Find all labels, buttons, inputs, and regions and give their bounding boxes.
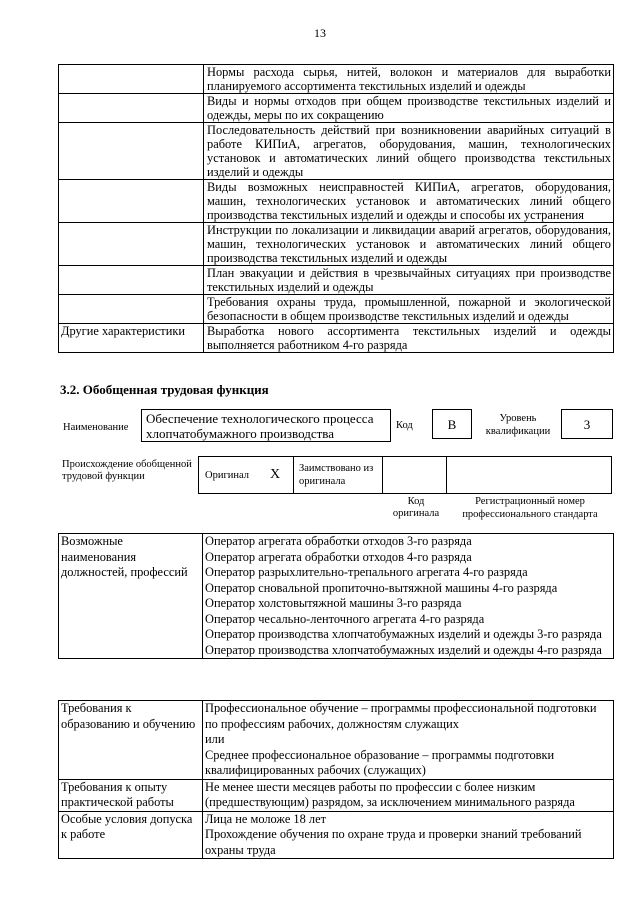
table-row — [59, 701, 614, 780]
list-item: Оператор агрегата обработки отходов 4-го разряда — [205, 549, 472, 564]
row-value: Виды возможных неисправностей КИПиА, агрегатов, оборудования, машин, технологических установок и автоматических линий общего производства текстильных изделий и одежды и способы их устранения — [207, 180, 611, 222]
list-item: Оператор производства хлопчатобумажных изделий и одежды 4-го разряда — [205, 642, 602, 657]
table-row — [59, 779, 614, 811]
requirement-line: Прохождение обучения по охране труда и проверки знаний требований охраны труда — [205, 827, 582, 857]
original-label: Оригинал — [205, 470, 249, 481]
name-label: Наименование — [63, 422, 129, 433]
knowledge-table — [58, 64, 614, 353]
origin-cell-code — [383, 457, 447, 493]
positions-table — [58, 533, 614, 659]
name-value: Обеспечение технологического процесса хлопчатобумажного производства — [141, 409, 391, 442]
caption-code: Код оригинала — [392, 496, 440, 519]
page-number: 13 — [314, 26, 326, 40]
list-item: Оператор агрегата обработки отходов 3-го разряда — [205, 534, 472, 548]
list-item: Оператор холстовытяжной машины 3-го разряда — [205, 596, 462, 610]
code-value: B — [432, 409, 472, 439]
row-value: План эвакуации и действия в чрезвычайных ситуациях при производстве текстильных изделий и одежды — [207, 266, 611, 294]
caption-reg: Регистрационный номер профессионального стандарта — [462, 496, 598, 520]
row-value: Требования охраны труда, промышленной, пожарной и экологической безопасности в общем производстве текстильных изделий и одежды — [207, 295, 611, 323]
table-row — [59, 324, 614, 353]
row-label — [59, 94, 204, 123]
list-item: Оператор чесально-ленточного агрегата 4-го разряда — [205, 611, 485, 626]
table-row — [59, 180, 614, 223]
table-row — [59, 123, 614, 180]
row-label — [59, 65, 204, 94]
row-value: Выработка нового ассортимента текстильных изделий и одежды выполняется работником 4-го разряда — [207, 324, 611, 352]
borrowed-label: Заимствовано из оригинала — [299, 463, 374, 487]
table-row — [59, 65, 614, 94]
table-row — [59, 295, 614, 324]
table-row — [59, 94, 614, 123]
section-title: 3.2. Обобщенная трудовая функция — [60, 382, 269, 397]
list-item: Оператор производства хлопчатобумажных изделий и одежды 3-го разряда — [205, 627, 602, 641]
table-row — [59, 266, 614, 295]
table-row — [59, 811, 614, 859]
requirement-label: Требования к образованию и обучению — [59, 701, 203, 780]
row-label — [59, 223, 204, 266]
table-row — [59, 223, 614, 266]
row-label: Другие характеристики — [59, 324, 204, 353]
level-label: Уровень квалификации — [485, 413, 551, 437]
list-item: Оператор разрыхлительно-трепального агрегата 4-го разряда — [205, 565, 528, 579]
row-label — [59, 266, 204, 295]
requirement-line: Среднее профессиональное образование – программы подготовки квалифицированных рабочих (служащих) — [205, 747, 555, 777]
requirement-label: Особые условия допуска к работе — [59, 811, 203, 859]
level-value: 3 — [561, 409, 613, 439]
positions-label: Возможные наименования должностей, профессий — [59, 534, 203, 659]
row-value: Нормы расхода сырья, нитей, волокон и материалов для выработки планируемого ассортимента текстильных изделий и одежды — [207, 65, 611, 93]
row-label — [59, 123, 204, 180]
row-label — [59, 295, 204, 324]
code-label: Код — [396, 420, 413, 431]
origin-box — [198, 456, 612, 494]
list-item: Оператор сновальной пропиточно-вытяжной машины 4-го разряда — [205, 580, 558, 595]
row-value: Виды и нормы отходов при общем производстве текстильных изделий и одежды, меры по их сокращению — [207, 94, 611, 122]
requirement-line: Лица не моложе 18 лет — [205, 811, 327, 826]
row-value: Инструкции по локализации и ликвидации аварий агрегатов, оборудования, машин, технологических установок и автоматических линий общего производства текстильных изделий и одежды — [207, 223, 611, 265]
row-label — [59, 180, 204, 223]
requirements-table — [58, 700, 614, 859]
table-row — [59, 534, 614, 659]
origin-label: Происхождение обобщенной трудовой функции — [62, 459, 192, 482]
requirement-line: или — [205, 732, 225, 746]
requirement-line: Не менее шести месяцев работы по профессии с более низким (предшествующим) разрядом, за исключением минимального разряда — [205, 779, 575, 809]
requirement-label: Требования к опыту практической работы — [59, 779, 203, 811]
row-value: Последовательность действий при возникновении аварийных ситуаций в работе КИПиА, агрегатов, оборудования, машин, технологических установок и автоматических линий общего производства текстильных изделий и одежды — [207, 123, 611, 179]
requirement-line: Профессиональное обучение – программы профессиональной подготовки по профессиям рабочих, должностям служащих — [205, 701, 597, 731]
original-mark: X — [270, 467, 281, 482]
